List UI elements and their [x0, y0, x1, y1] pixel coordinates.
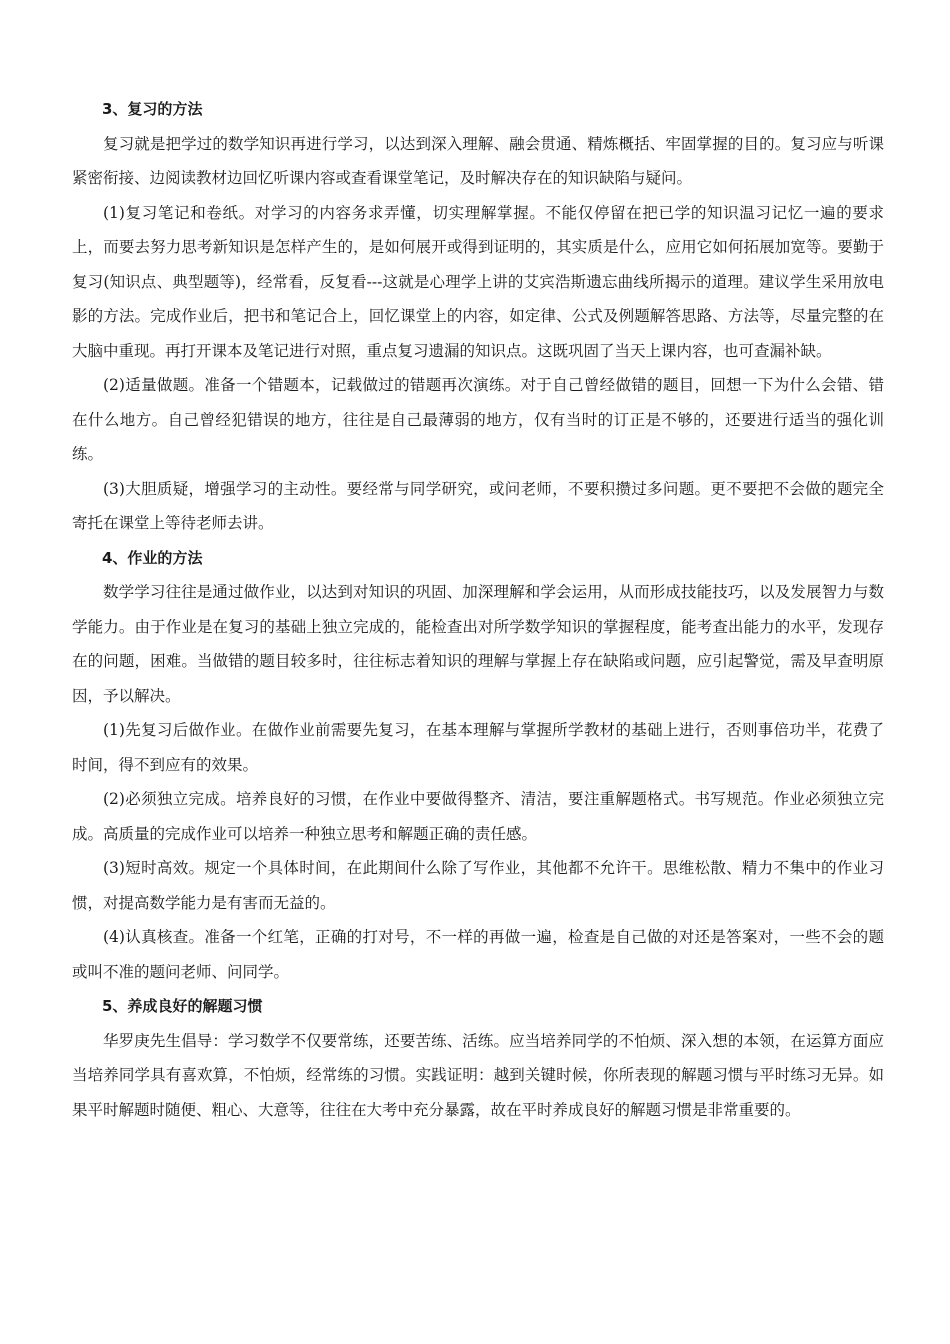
paragraph: 华罗庚先生倡导：学习数学不仅要常练，还要苦练、活练。应当培养同学的不怕烦、深入想的本领，在运算方面应当培养同学具有喜欢算，不怕烦，经常练的习惯。实践证明：越到关键时候，你所表现的解题习惯与平时练习无异。如果平时解题时随便、粗心、大意等，往往在大考中充分暴露，故在平时养成良好的解题习惯是非常重要的。	[72, 1031, 884, 1119]
paragraph: (3)大胆质疑，增强学习的主动性。要经常与同学研究，或问老师，不要积攒过多问题。更不要把不会做的题完全寄托在课堂上等待老师去讲。	[72, 479, 884, 532]
section-review-method	[72, 92, 884, 541]
paragraph: (4)认真核查。准备一个红笔，正确的打对号，不一样的再做一遍，检查是自己做的对还是答案对，一些不会的题或叫不准的题问老师、问同学。	[72, 928, 884, 981]
paragraph: (1)复习笔记和卷纸。对学习的内容务求弄懂，切实理解掌握。不能仅停留在把已学的知识温习记忆一遍的要求上，而要去努力思考新知识是怎样产生的，是如何展开或得到证明的，其实质是什么，应用它如何拓展加宽等。要勤于复习(知识点、典型题等)，经常看，反复看---这就是心理学上讲的艾宾浩斯遗忘曲线所揭示的道理。建议学生采用放电影的方法。完成作业后，把书和笔记合上，回忆课堂上的内容，如定律、公式及例题解答思路、方法等，尽量完整的在大脑中重现。再打开课本及笔记进行对照，重点复习遗漏的知识点。这既巩固了当天上课内容，也可查漏补缺。	[72, 203, 884, 360]
paragraph: 复习就是把学过的数学知识再进行学习，以达到深入理解、融会贯通、精炼概括、牢固掌握的目的。复习应与听课紧密衔接、边阅读教材边回忆听课内容或查看课堂笔记，及时解决存在的知识缺陷与疑问。	[72, 134, 884, 187]
document-page	[72, 92, 884, 1127]
paragraph: (2)必须独立完成。培养良好的习惯，在作业中要做得整齐、清洁，要注重解题格式。书写规范。作业必须独立完成。高质量的完成作业可以培养一种独立思考和解题正确的责任感。	[72, 790, 884, 843]
section-homework-method	[72, 541, 884, 990]
section-heading: 3、复习的方法	[102, 100, 203, 118]
section-problem-solving-habits	[72, 989, 884, 1127]
paragraph: 数学学习往往是通过做作业，以达到对知识的巩固、加深理解和学会运用，从而形成技能技巧，以及发展智力与数学能力。由于作业是在复习的基础上独立完成的，能检查出对所学数学知识的掌握程度，能考查出能力的水平，发现存在的问题，困难。当做错的题目较多时，往往标志着知识的理解与掌握上存在缺陷或问题，应引起警觉，需及早查明原因，予以解决。	[72, 583, 884, 705]
paragraph: (2)适量做题。准备一个错题本，记载做过的错题再次演练。对于自己曾经做错的题目，回想一下为什么会错、错在什么地方。自己曾经犯错误的地方，往往是自己最薄弱的地方，仅有当时的订正是不够的，还要进行适当的强化训练。	[72, 376, 884, 463]
paragraph: (1)先复习后做作业。在做作业前需要先复习，在基本理解与掌握所学教材的基础上进行，否则事倍功半，花费了时间，得不到应有的效果。	[72, 721, 884, 774]
section-heading: 4、作业的方法	[102, 548, 203, 567]
section-heading: 5、养成良好的解题习惯	[102, 997, 263, 1015]
paragraph: (3)短时高效。规定一个具体时间，在此期间什么除了写作业，其他都不允许干。思维松散、精力不集中的作业习惯，对提高数学能力是有害而无益的。	[72, 859, 884, 912]
